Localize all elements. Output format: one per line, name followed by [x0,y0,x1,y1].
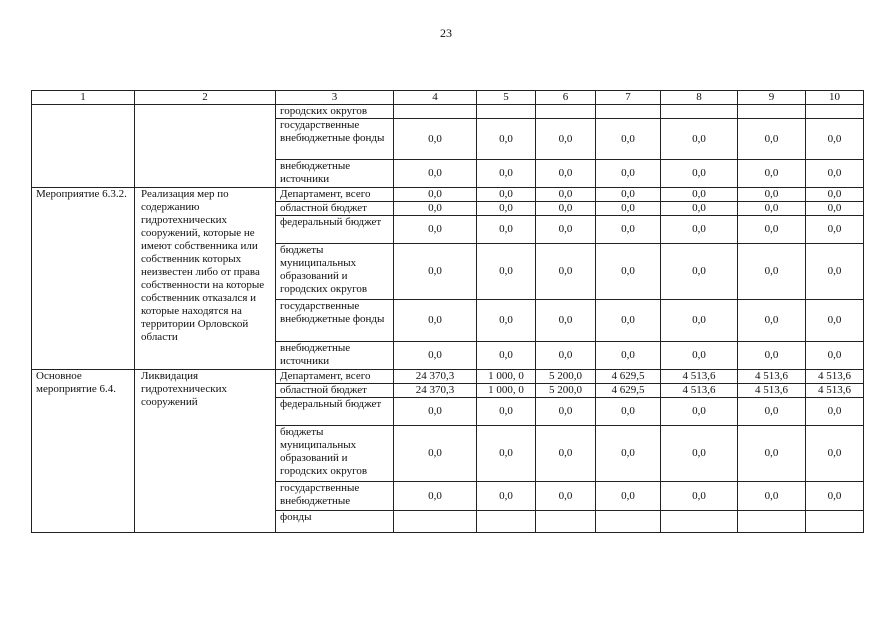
amount-cell: 0,0 [806,244,864,300]
amount-cell: 4 513,6 [738,384,806,398]
amount-cell: 0,0 [661,300,738,342]
amount-cell: 0,0 [536,426,596,482]
amount-cell: 0,0 [596,202,661,216]
amount-cell [394,105,477,119]
amount-cell: 0,0 [738,244,806,300]
table-row [32,370,864,384]
amount-cell: 0,0 [596,188,661,202]
table-row [32,105,864,119]
amount-cell: 4 513,6 [661,384,738,398]
amount-cell: 0,0 [661,202,738,216]
amount-cell: 0,0 [738,216,806,244]
amount-cell: 0,0 [536,160,596,188]
funding-source-cell: внебюджетные источники [276,160,394,188]
column-header: 3 [276,91,394,105]
amount-cell: 0,0 [394,119,477,160]
table-row [32,188,864,202]
amount-cell: 0,0 [738,300,806,342]
amount-cell [596,105,661,119]
funding-source-cell: фонды [276,511,394,533]
column-header: 5 [477,91,536,105]
amount-cell: 0,0 [806,342,864,370]
amount-cell: 0,0 [596,160,661,188]
funding-source-cell: бюджеты муниципальных образований и городских округов [276,244,394,300]
funding-source-cell: Департамент, всего [276,188,394,202]
amount-cell: 0,0 [536,119,596,160]
amount-cell: 4 629,5 [596,370,661,384]
amount-cell: 0,0 [806,160,864,188]
amount-cell: 0,0 [806,300,864,342]
amount-cell: 0,0 [596,119,661,160]
column-header: 2 [135,91,276,105]
event-name-cell: Мероприятие 6.3.2. [32,188,135,370]
funding-source-cell: федеральный бюджет [276,398,394,426]
amount-cell: 0,0 [806,119,864,160]
amount-cell: 0,0 [477,342,536,370]
amount-cell: 0,0 [738,160,806,188]
funding-source-cell: бюджеты муниципальных образований и городских округов [276,426,394,482]
amount-cell: 0,0 [738,398,806,426]
amount-cell [596,511,661,533]
page-number: 23 [440,26,452,40]
event-description-cell: Реализация мер по содержанию гидротехнических сооружений, которые не имеют собственника или собственник которых неизвестен либо от права собственности на которые собственник отказался и которые находятся на территории Орловской области [135,188,276,370]
amount-cell: 0,0 [661,216,738,244]
amount-cell: 0,0 [477,426,536,482]
funding-source-cell: государственные внебюджетные фонды [276,119,394,160]
amount-cell: 0,0 [536,482,596,511]
amount-cell [536,511,596,533]
amount-cell: 0,0 [477,160,536,188]
funding-source-cell: государственные внебюджетные фонды [276,300,394,342]
amount-cell: 4 513,6 [661,370,738,384]
amount-cell: 0,0 [394,482,477,511]
amount-cell: 1 000, 0 [477,370,536,384]
amount-cell: 0,0 [536,202,596,216]
amount-cell: 0,0 [806,202,864,216]
amount-cell: 4 513,6 [738,370,806,384]
amount-cell [661,511,738,533]
amount-cell: 0,0 [738,342,806,370]
amount-cell [806,105,864,119]
funding-source-cell: федеральный бюджет [276,216,394,244]
amount-cell: 0,0 [394,244,477,300]
amount-cell: 1 000, 0 [477,384,536,398]
amount-cell [477,105,536,119]
amount-cell: 4 513,6 [806,384,864,398]
amount-cell: 0,0 [477,300,536,342]
column-header: 10 [806,91,864,105]
amount-cell [806,511,864,533]
column-header: 1 [32,91,135,105]
amount-cell [661,105,738,119]
amount-cell: 0,0 [806,482,864,511]
amount-cell: 0,0 [806,426,864,482]
amount-cell: 0,0 [661,188,738,202]
amount-cell: 0,0 [806,398,864,426]
amount-cell: 0,0 [477,216,536,244]
amount-cell: 0,0 [806,188,864,202]
amount-cell: 0,0 [477,398,536,426]
event-description-cell [135,105,276,188]
amount-cell: 0,0 [394,300,477,342]
amount-cell: 0,0 [596,482,661,511]
amount-cell: 0,0 [394,216,477,244]
amount-cell: 5 200,0 [536,384,596,398]
amount-cell: 0,0 [596,426,661,482]
funding-source-cell: областной бюджет [276,384,394,398]
amount-cell: 0,0 [536,188,596,202]
amount-cell: 4 513,6 [806,370,864,384]
amount-cell: 0,0 [394,188,477,202]
amount-cell [394,511,477,533]
amount-cell: 0,0 [536,342,596,370]
amount-cell: 0,0 [738,426,806,482]
budget-table [31,90,864,533]
amount-cell: 0,0 [738,482,806,511]
amount-cell: 0,0 [738,119,806,160]
amount-cell: 0,0 [596,300,661,342]
amount-cell: 0,0 [477,119,536,160]
amount-cell [477,511,536,533]
amount-cell: 0,0 [738,188,806,202]
amount-cell: 0,0 [536,244,596,300]
amount-cell: 0,0 [806,216,864,244]
amount-cell: 0,0 [394,398,477,426]
amount-cell: 0,0 [661,426,738,482]
amount-cell: 0,0 [477,482,536,511]
event-description-cell: Ликвидация гидротехнических сооружений [135,370,276,533]
amount-cell [738,511,806,533]
amount-cell: 0,0 [596,244,661,300]
amount-cell: 0,0 [536,216,596,244]
funding-source-cell: государственные внебюджетные [276,482,394,511]
column-header: 7 [596,91,661,105]
funding-source-cell: городских округов [276,105,394,119]
amount-cell: 24 370,3 [394,384,477,398]
amount-cell: 5 200,0 [536,370,596,384]
amount-cell: 0,0 [661,244,738,300]
amount-cell: 0,0 [394,426,477,482]
column-header: 6 [536,91,596,105]
amount-cell: 0,0 [477,202,536,216]
amount-cell: 4 629,5 [596,384,661,398]
amount-cell [536,105,596,119]
column-header: 9 [738,91,806,105]
funding-source-cell: Департамент, всего [276,370,394,384]
amount-cell: 24 370,3 [394,370,477,384]
amount-cell: 0,0 [661,398,738,426]
column-header: 4 [394,91,477,105]
amount-cell: 0,0 [738,202,806,216]
amount-cell: 0,0 [661,119,738,160]
amount-cell: 0,0 [661,160,738,188]
amount-cell: 0,0 [394,202,477,216]
funding-source-cell: внебюджетные источники [276,342,394,370]
amount-cell: 0,0 [394,342,477,370]
amount-cell: 0,0 [596,398,661,426]
event-name-cell: Основное мероприятие 6.4. [32,370,135,533]
amount-cell [738,105,806,119]
amount-cell: 0,0 [596,216,661,244]
amount-cell: 0,0 [477,244,536,300]
amount-cell: 0,0 [394,160,477,188]
funding-source-cell: областной бюджет [276,202,394,216]
amount-cell: 0,0 [661,342,738,370]
amount-cell: 0,0 [536,300,596,342]
amount-cell: 0,0 [477,188,536,202]
column-header: 8 [661,91,738,105]
amount-cell: 0,0 [596,342,661,370]
header-row [32,91,864,105]
event-name-cell [32,105,135,188]
amount-cell: 0,0 [661,482,738,511]
amount-cell: 0,0 [536,398,596,426]
